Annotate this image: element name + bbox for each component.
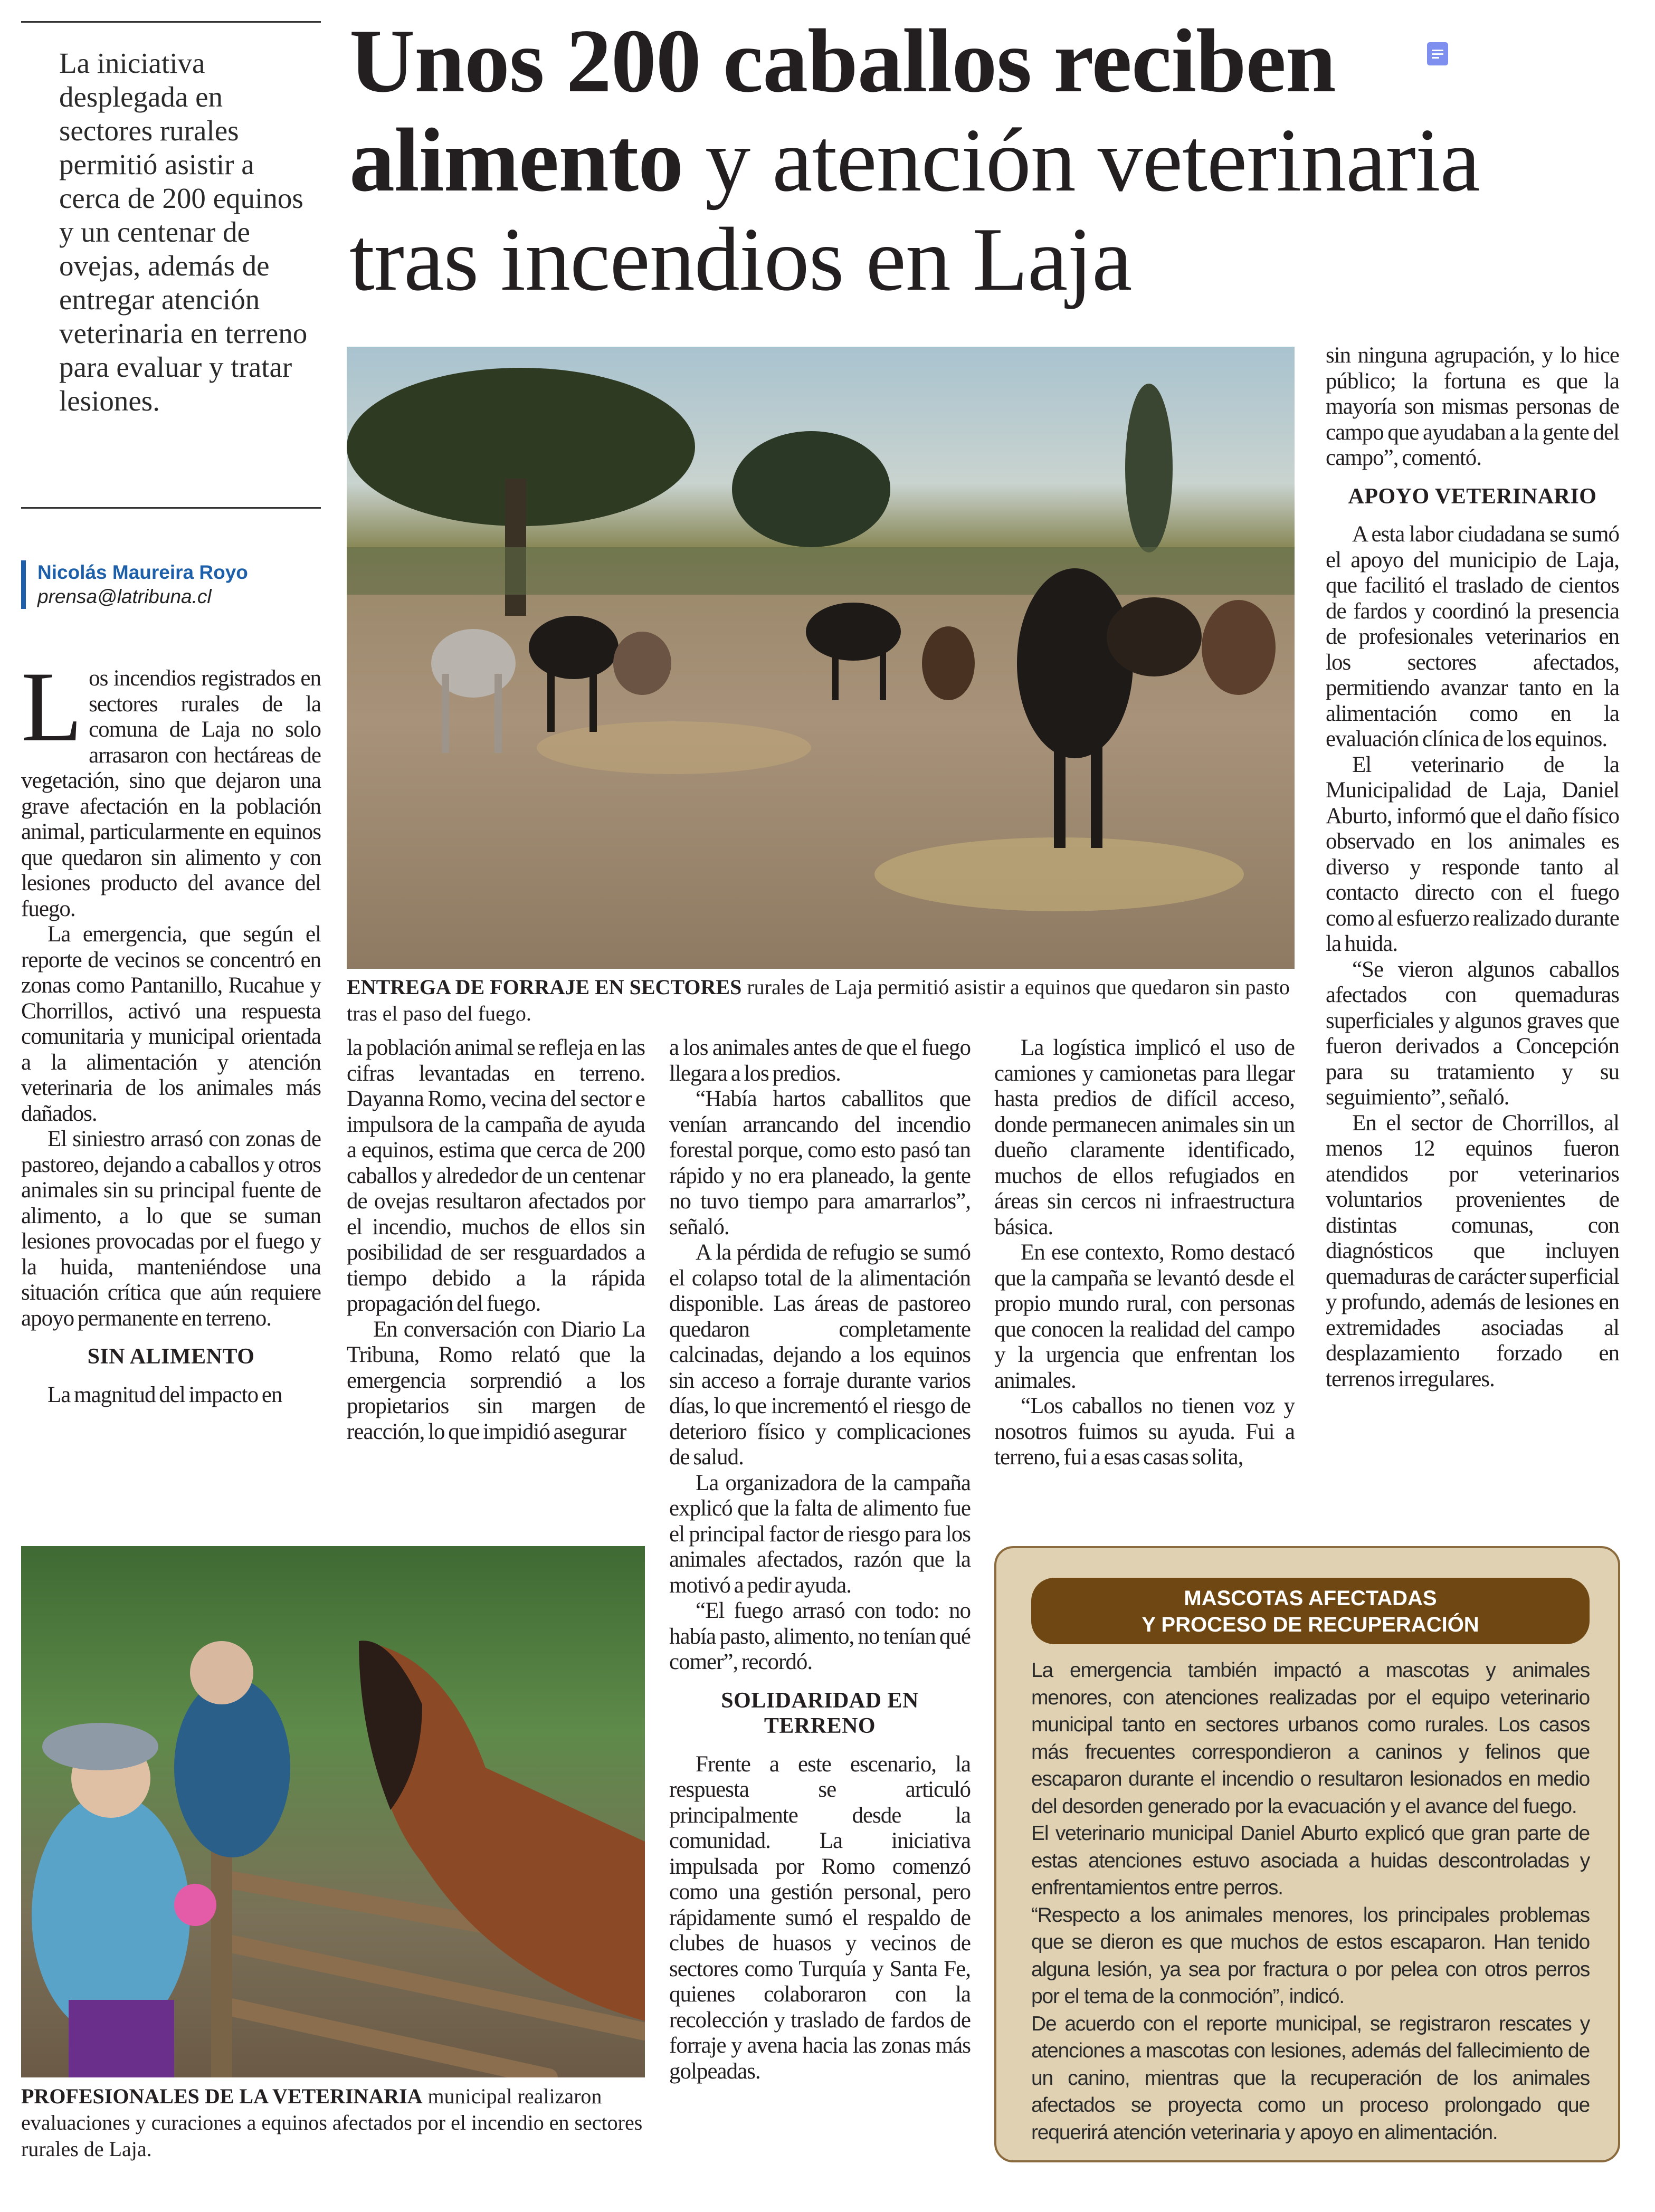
photo2-caption-lead: PROFESIONALES DE LA VETERINARIA — [21, 2084, 423, 2108]
pets-sidebar-box — [994, 1546, 1620, 2162]
veterinarians-scene-illustration — [21, 1546, 645, 2077]
paragraph: La emergencia, que según el reporte de vecinos se concentró en zonas como Pantanillo, Rucahue y Chorrillos, activó una respuesta comunitaria y municipal orientada a la alimentación y atención veterinaria de los animales más dañados. — [21, 922, 321, 1126]
subheading-apoyo-veterinario: APOYO VETERINARIO — [1348, 484, 1597, 509]
paragraph: El siniestro arrasó con zonas de pastoreo, dejando a caballos y otros animales sin su principal fuente de alimento, a lo que se suman lesiones provocadas por el fuego y la huida, manteniéndose una situación crítica que aún requiere apoyo permanente en terreno. — [21, 1127, 321, 1331]
paragraph: Frente a este escenario, la respuesta se articuló principalmente desde la comunidad. La iniciativa impulsada por Romo comenzó como una gestión personal, pero rápidamente sumó el respaldo de clubes de huasos y vecinos de sectores como Turquía y Santa Fe, quienes colaboraron con la recolección y traslado de fardos de forraje y avena hacia las zonas más golpeadas. — [669, 1751, 971, 2084]
paragraph: En el sector de Chorrillos, al menos 12 equinos fueron atendidos por veterinarios voluntarios provenientes de distintas comunas, con diagnósticos que incluyen quemaduras de carácter superficial y profundo, además de lesiones en extremidades asociadas al desplazamiento forzado en terrenos irregulares. — [1326, 1110, 1619, 1391]
headline-bold-word: alimento — [349, 110, 683, 211]
photo2-caption — [21, 2083, 645, 2162]
paragraph: La organizadora de la campaña explicó que la falta de alimento fue el principal factor de riesgo para los animales afectados, razón que la motivó a pedir ayuda. — [669, 1470, 971, 1598]
sidebar-box-title — [1031, 1578, 1590, 1644]
veterinarians-photo — [21, 1546, 645, 2077]
subheading-sin-alimento: SIN ALIMENTO — [87, 1345, 255, 1369]
article-column-4 — [994, 1035, 1295, 1471]
headline-line2: y atención veterinaria — [683, 110, 1480, 211]
horses-feeding-photo — [347, 347, 1295, 969]
photo2-caption-text: municipal realizaron evaluaciones y curaciones a equinos afectados por el incendio en sectores rurales de Laja. — [21, 2084, 643, 2161]
paragraph: La logística implicó el uso de camiones y camionetas para llegar hasta predios de difícil acceso, donde permanecen animales sin un dueño claramente identificado, muchos de ellos refugiados en áreas sin cercos ni infraestructura básica. — [994, 1035, 1295, 1240]
headline-line1: Unos 200 caballos reciben — [349, 11, 1336, 111]
paragraph: “Respecto a los animales menores, los principales problemas que se dieron es que muchos de estos escaparon. Han tenido alguna lesión, ya sea por fractura o por pelea con otros perros por el tema de la conmoción”, indicó. — [1031, 1903, 1590, 2008]
paragraph: En ese contexto, Romo destacó que la campaña se levantó desde el propio mundo rural, con personas que conocen la realidad del campo y la urgencia que enfrentan los animales. — [994, 1240, 1295, 1393]
horses-scene-illustration — [347, 347, 1295, 969]
drop-cap: L — [21, 652, 83, 762]
paragraph: En conversación con Diario La Tribuna, Romo relató que la emergencia sorprendió a los propietarios sin margen de reacción, lo que impidió asegurar — [347, 1317, 645, 1444]
paragraph: “El fuego arrasó con todo: no había pasto, alimento, no tenían qué comer”, recordó. — [669, 1598, 971, 1674]
comment-note-icon[interactable] — [1427, 42, 1448, 65]
paragraph: La magnitud del impacto en — [47, 1382, 282, 1407]
paragraph: El veterinario de la Municipalidad de Laja, Daniel Aburto, informó que el daño físico observado en los animales es diverso y responde tanto al contacto directo con el fuego como al esfuerzo realizado durante la huida. — [1326, 752, 1619, 956]
paragraph: sin ninguna agrupación, y lo hice público; la fortuna es que la mayoría son mismas personas de campo que ayudaban a la gente del campo”, comentó. — [1326, 343, 1619, 470]
author-name: Nicolás Maureira Royo — [37, 561, 248, 583]
photo1-caption-lead: ENTREGA DE FORRAJE EN SECTORES — [347, 975, 742, 999]
deck-rule — [21, 507, 321, 509]
article-column-2 — [347, 1035, 645, 1445]
paragraph: la población animal se refleja en las cifras levantadas en terreno. Dayanna Romo, vecina del sector e impulsora de la campaña de ayuda a equinos, estima que cerca de 200 caballos y alrededor de un centenar de ovejas resultaron afectados por el incendio, muchos de ellos sin posibilidad de ser resguardados a tiempo debido a la rápida propagación del fuego. — [347, 1035, 645, 1316]
article-column-1 — [21, 652, 321, 1408]
paragraph: os incendios registrados en sectores rurales de la comuna de Laja no solo arrasaron con hectáreas de vegetación, sino que dejaron una grave afectación en la población animal, particularmente en equinos que quedaron sin alimento y con lesiones producto del avance del fuego. — [21, 666, 321, 921]
paragraph: El veterinario municipal Daniel Aburto explicó que gran parte de estas atenciones estuvo asociada a huidas descontroladas y enfrentamientos entre perros. — [1031, 1822, 1590, 1899]
author-email[interactable]: prensa@latribuna.cl — [37, 586, 212, 607]
paragraph: A la pérdida de refugio se sumó el colapso total de la alimentación disponible. Las áreas de pastoreo quedaron completamente calcinadas, dejando a los equinos sin acceso a forraje durante varios días, lo que incrementó el riesgo de deterioro físico y complicaciones de salud. — [669, 1240, 971, 1470]
paragraph: La emergencia también impactó a mascotas y animales menores, con atenciones realizadas por el equipo veterinario municipal tanto en sectores urbanos como rurales. Los casos más frecuentes correspondieron a caninos y felinos que escaparon durante el incendio o resultaron lesionados en medio del desorden generado por la evacuación y el avance del fuego. — [1031, 1659, 1590, 1818]
photo1-caption — [347, 974, 1295, 1027]
top-rule — [21, 21, 321, 23]
box-title-line2: Y PROCESO DE RECUPERACIÓN — [1142, 1613, 1479, 1636]
paragraph: A esta labor ciudadana se sumó el apoyo del municipio de Laja, que facilitó el traslado de cientos de fardos y coordinó la presencia de profesionales veterinarios en los sectores afectados, permitiendo avanzar tanto en la alimentación como en la evaluación clínica de los equinos. — [1326, 522, 1619, 751]
paragraph: “Había hartos caballitos que venían arrancando del incendio forestal porque, como esto pasó tan rápido y no era planeado, la gente no tuvo tiempo para amarrarlos”, señaló. — [669, 1086, 971, 1240]
byline — [21, 560, 317, 609]
paragraph: De acuerdo con el reporte municipal, se registraron rescates y atenciones a mascotas con lesiones, además del fallecimiento de un canino, mientras que la recuperación de los animales afectados se proyecta como un proceso prolongado que requerirá atención veterinaria y apoyo en alimentación. — [1031, 2012, 1590, 2144]
article-column-3 — [669, 1035, 971, 2084]
article-column-5 — [1326, 343, 1619, 1392]
paragraph: “Se vieron algunos caballos afectados con quemaduras superficiales y algunos graves que fueron derivados a Concepción para su tratamiento y su seguimiento”, señaló. — [1326, 957, 1619, 1110]
paragraph: “Los caballos no tienen voz y nosotros fuimos su ayuda. Fui a terreno, fui a esas casas solita, — [994, 1394, 1295, 1470]
paragraph: a los animales antes de que el fuego llegara a los predios. — [669, 1035, 971, 1086]
headline-line3: tras incendios en Laja — [349, 209, 1132, 310]
sidebar-box-text — [1031, 1657, 1590, 2146]
subheading-solidaridad: SOLIDARIDAD EN TERRENO — [721, 1688, 919, 1738]
article-deck: La iniciativa desplegada en sectores rurales permitió asistir a cerca de 200 equinos y un centenar de ovejas, además de entregar atención veterinaria en terreno para evaluar y tratar lesiones. — [59, 47, 308, 417]
box-title-line1: MASCOTAS AFECTADAS — [1184, 1587, 1437, 1610]
photo1-caption-text: rurales de Laja permitió asistir a equinos que quedaron sin pasto tras el paso del fuego. — [347, 975, 1290, 1025]
